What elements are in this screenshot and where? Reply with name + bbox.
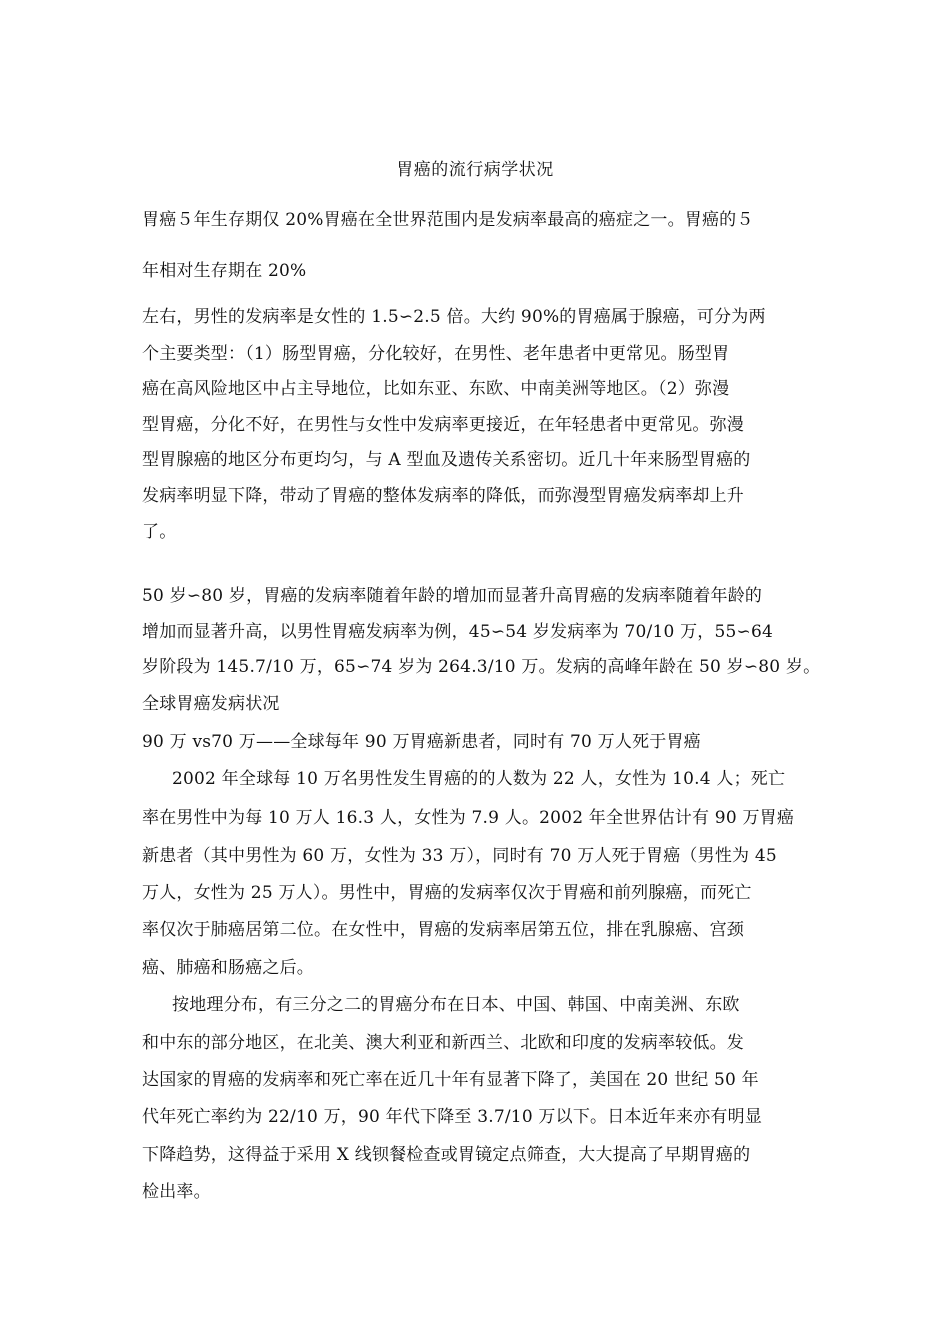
text-line: 胃癌５年生存期仅 20%胃癌在全世界范围内是发病率最高的癌症之一。胃癌的５ (142, 210, 754, 230)
text-line: 癌在高风险地区中占主导地位，比如东亚、东欧、中南美洲等地区。（2）弥漫 (142, 379, 730, 399)
paragraph-first-line: 2002 年全球每 10 万名男性发生胃癌的的人数为 22 人，女性为 10.4 人；死亡 (172, 769, 786, 789)
paragraph-first-line: 按地理分布，有三分之二的胃癌分布在日本、中国、韩国、中南美洲、东欧 (172, 995, 740, 1015)
text-line: 90 万 vs70 万——全球每年 90 万胃癌新患者，同时有 70 万人死于胃癌 (142, 732, 701, 752)
text-line: 型胃癌，分化不好，在男性与女性中发病率更接近，在年轻患者中更常见。弥漫 (142, 415, 744, 435)
document-title: 胃癌的流行病学状况 (396, 160, 554, 180)
text-line: 达国家的胃癌的发病率和死亡率在近几十年有显著下降了，美国在 20 世纪 50 年 (142, 1070, 759, 1090)
text-line: 和中东的部分地区，在北美、澳大利亚和新西兰、北欧和印度的发病率较低。发 (142, 1033, 744, 1053)
text-line: 代年死亡率约为 22/10 万，90 年代下降至 3.7/10 万以下。日本近年来亦有明显 (142, 1107, 763, 1127)
text-line: 年相对生存期在 20% (142, 261, 307, 281)
text-line: 万人，女性为 25 万人）。男性中，胃癌的发病率仅次于胃癌和前列腺癌，而死亡 (142, 883, 752, 903)
text-line: 率在男性中为每 10 万人 16.3 人，女性为 7.9 人。2002 年全世界估计有 90 万胃癌 (142, 808, 795, 828)
text-line: 发病率明显下降，带动了胃癌的整体发病率的降低，而弥漫型胃癌发病率却上升 (142, 486, 744, 506)
text-line: 岁阶段为 145.7/10 万，65∽74 岁为 264.3/10 万。发病的高峰年龄在 50 岁∽80 岁。 (142, 657, 821, 677)
text-line: 了。 (142, 522, 177, 542)
text-line: 癌、肺癌和肠癌之后。 (142, 958, 314, 978)
text-line: 率仅次于肺癌居第二位。在女性中，胃癌的发病率居第五位，排在乳腺癌、宫颈 (142, 920, 744, 940)
text-line: 新患者（其中男性为 60 万，女性为 33 万），同时有 70 万人死于胃癌（男性为 45 (142, 846, 777, 866)
text-line: 左右，男性的发病率是女性的 1.5∽2.5 倍。大约 90%的胃癌属于腺癌，可分为两 (142, 307, 766, 327)
text-line: 型胃腺癌的地区分布更均匀，与 A 型血及遗传关系密切。近几十年来肠型胃癌的 (142, 450, 751, 470)
text-line: 增加而显著升高，以男性胃癌发病率为例，45∽54 岁发病率为 70/10 万，55∽64 (142, 622, 774, 642)
text-line: 下降趋势，这得益于采用 X 线钡餐检查或胃镜定点筛查，大大提高了早期胃癌的 (142, 1145, 751, 1165)
text-line: 个主要类型：（1）肠型胃癌，分化较好，在男性、老年患者中更常见。肠型胃 (142, 344, 730, 364)
section-heading: 全球胃癌发病状况 (142, 694, 280, 714)
text-line: 检出率。 (142, 1182, 211, 1202)
text-line: 50 岁∽80 岁，胃癌的发病率随着年龄的增加而显著升高胃癌的发病率随着年龄的 (142, 586, 763, 606)
